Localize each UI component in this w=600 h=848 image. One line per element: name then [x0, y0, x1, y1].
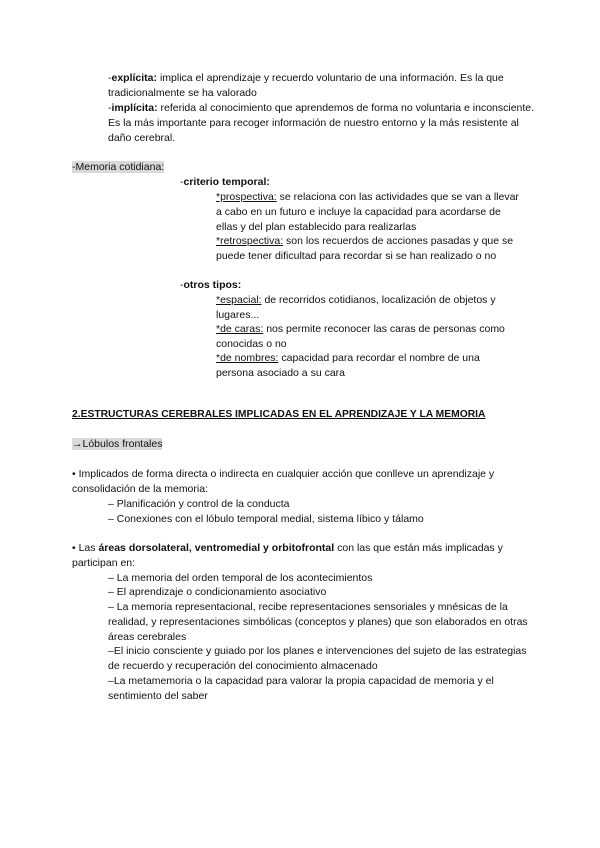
prospectiva-text: se relaciona con las actividades que se van a llevar a cabo en un futuro e incluye la capacidad para acordarse de ellas y del plan establecido para realizarlas	[216, 191, 519, 233]
lobulos-frontales-text: →Lóbulos frontales	[72, 438, 163, 450]
list-item-text: – Planificación y control de la conducta	[108, 498, 290, 510]
list-item	[108, 644, 533, 674]
lobulos-frontales-subheading	[72, 437, 162, 452]
list-item	[108, 512, 528, 527]
memoria-cotidiana-label	[72, 160, 164, 175]
de-nombres-text: capacidad para recordar el nombre de una persona asociado a su cara	[216, 352, 480, 379]
list-item	[108, 585, 533, 600]
list-item-text: – Conexiones con el lóbulo temporal medial, sistema líbico y tálamo	[108, 513, 424, 525]
de-caras-item	[216, 322, 520, 352]
bullet-areas-suffix: con las que están más implicadas y participan en:	[72, 542, 503, 569]
memoria-cotidiana-text: -Memoria cotidiana:	[72, 161, 165, 173]
list-item-text: –El inicio consciente y guiado por los planes e intervenciones del sujeto de las estrategias de recuerdo y recuperación del conocimiento almacenado	[108, 645, 527, 672]
de-caras-text: nos permite reconocer las caras de personas como conocidas o no	[216, 323, 505, 350]
criterio-term: criterio temporal:	[183, 176, 270, 188]
retrospectiva-term: *retrospectiva:	[216, 235, 284, 247]
list-item	[108, 600, 533, 644]
section-heading	[72, 408, 542, 423]
list-item-text: – La memoria representacional, recibe representaciones sensoriales y mnésicas de la realidad, y representaciones simbólicas (conceptos y planes) que son elaborados en otras áreas cerebrales	[108, 601, 528, 643]
bullet-implicados	[72, 467, 532, 497]
list-item-text: – El aprendizaje o condicionamiento asociativo	[108, 586, 327, 598]
list-item	[108, 674, 533, 704]
bullet-areas-bold: áreas dorsolateral, ventromedial y orbitofrontal	[98, 542, 335, 554]
prospectiva-item	[216, 190, 520, 234]
espacial-item	[216, 293, 520, 323]
list-item-text: – La memoria del orden temporal de los acontecimientos	[108, 572, 373, 584]
de-caras-term: *de caras:	[216, 323, 264, 335]
explicita-paragraph	[108, 71, 540, 101]
implicita-paragraph	[108, 101, 540, 145]
explicita-text: implica el aprendizaje y recuerdo voluntario de una información. Es la que tradicionalmente se ha valorado	[108, 72, 504, 99]
criterio-temporal-heading	[180, 175, 270, 190]
list-item	[108, 571, 533, 586]
implicita-term: implícita:	[111, 102, 158, 114]
explicita-term: explícita:	[111, 72, 158, 84]
espacial-text: de recorridos cotidianos, localización de objetos y lugares...	[216, 294, 496, 321]
bullet-implicados-text: • Implicados de forma directa o indirecta en cualquier acción que conlleve un aprendizaje y consolidación de la memoria:	[72, 468, 495, 495]
retrospectiva-text: son los recuerdos de acciones pasadas y que se puede tener dificultad para recordar si se han realizado o no	[216, 235, 514, 262]
otros-lead: -	[180, 279, 184, 291]
retrospectiva-item	[216, 234, 520, 264]
bullet-areas	[72, 541, 534, 571]
bullet-areas-prefix: • Las	[72, 542, 99, 554]
list-item-text: –La metamemoria o la capacidad para valorar la propia capacidad de memoria y el sentimiento del saber	[108, 675, 494, 702]
otros-term: otros tipos:	[183, 279, 242, 291]
de-nombres-term: *de nombres:	[216, 352, 279, 364]
espacial-term: *espacial:	[216, 294, 262, 306]
prospectiva-term: *prospectiva:	[216, 191, 277, 203]
list-item	[108, 497, 528, 512]
de-nombres-item	[216, 351, 520, 381]
otros-tipos-heading	[180, 278, 241, 293]
implicita-text: referida al conocimiento que aprendemos de forma no voluntaria e inconsciente. Es la más importante para recoger información de nuestro entorno y la más resistente al daño cerebral.	[108, 102, 535, 144]
explicita-lead: -	[108, 72, 112, 84]
section-heading-text: 2.ESTRUCTURAS CEREBRALES IMPLICADAS EN EL APRENDIZAJE Y LA MEMORIA	[72, 409, 486, 420]
criterio-lead: -	[180, 176, 184, 188]
implicita-lead: -	[108, 102, 112, 114]
